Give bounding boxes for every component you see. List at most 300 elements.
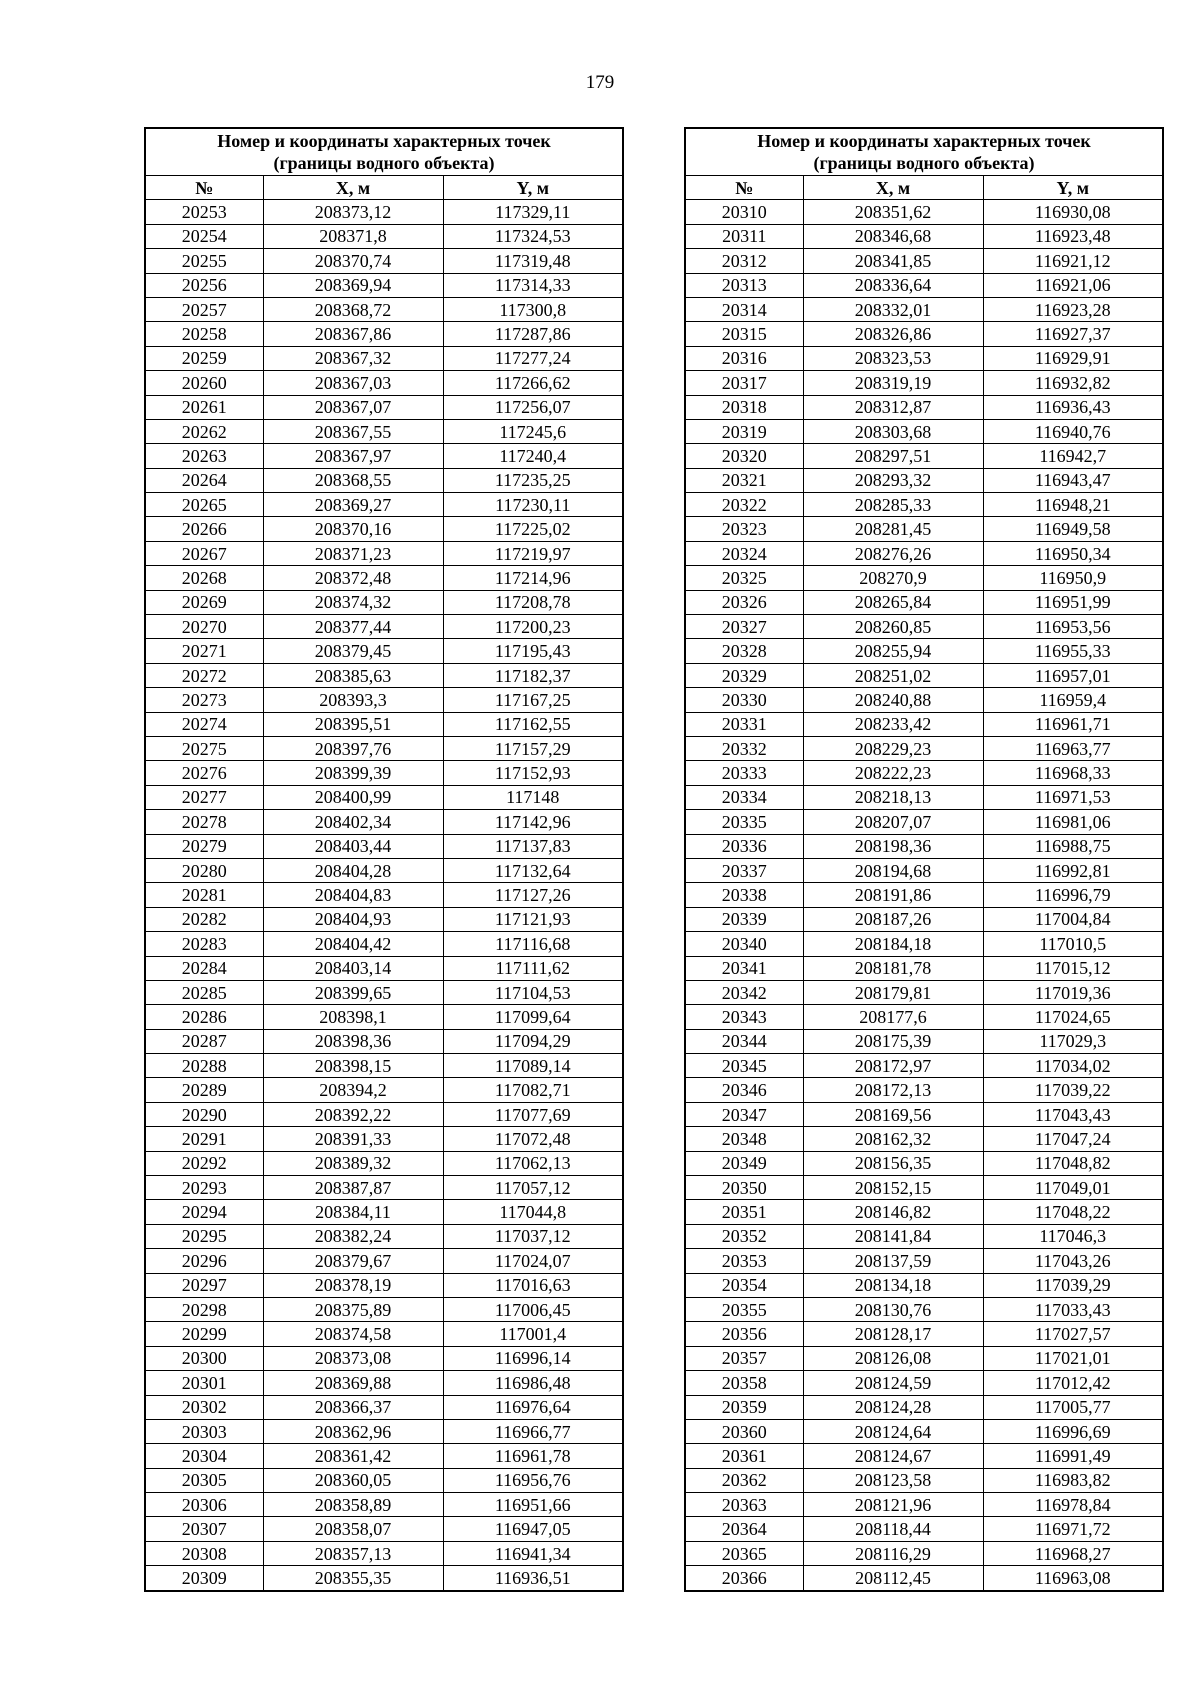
table-row [685,615,1163,639]
cell-x-coordinate: 208156,35 [803,1151,983,1175]
cell-x-coordinate: 208397,76 [263,736,443,760]
table-row [145,1566,623,1591]
cell-point-number: 20280 [145,858,263,882]
cell-y-coordinate: 117024,07 [443,1249,623,1273]
table-body [685,200,1163,1591]
cell-x-coordinate: 208336,64 [803,273,983,297]
cell-point-number: 20319 [685,419,803,443]
cell-y-coordinate: 116961,78 [443,1444,623,1468]
table-row [685,224,1163,248]
cell-point-number: 20262 [145,419,263,443]
cell-y-coordinate: 116948,21 [983,493,1163,517]
cell-y-coordinate: 116941,34 [443,1541,623,1565]
cell-x-coordinate: 208134,18 [803,1273,983,1297]
cell-point-number: 20291 [145,1127,263,1151]
cell-y-coordinate: 117037,12 [443,1224,623,1248]
cell-y-coordinate: 117006,45 [443,1297,623,1321]
table-body [145,200,623,1591]
cell-x-coordinate: 208377,44 [263,615,443,639]
cell-y-coordinate: 117005,77 [983,1395,1163,1419]
cell-point-number: 20304 [145,1444,263,1468]
cell-y-coordinate: 116963,77 [983,736,1163,760]
table-row [145,980,623,1004]
table-row [685,1493,1163,1517]
cell-point-number: 20330 [685,688,803,712]
column-header-number: № [145,176,263,200]
cell-y-coordinate: 116923,48 [983,224,1163,248]
cell-y-coordinate: 117024,65 [983,1005,1163,1029]
table-row [685,1005,1163,1029]
table-row [685,395,1163,419]
cell-y-coordinate: 116978,84 [983,1493,1163,1517]
cell-point-number: 20338 [685,883,803,907]
cell-point-number: 20256 [145,273,263,297]
cell-point-number: 20340 [685,932,803,956]
cell-x-coordinate: 208369,27 [263,493,443,517]
cell-x-coordinate: 208141,84 [803,1224,983,1248]
cell-x-coordinate: 208362,96 [263,1419,443,1443]
cell-x-coordinate: 208366,37 [263,1395,443,1419]
cell-y-coordinate: 116971,72 [983,1517,1163,1541]
cell-x-coordinate: 208404,42 [263,932,443,956]
cell-x-coordinate: 208323,53 [803,346,983,370]
cell-x-coordinate: 208312,87 [803,395,983,419]
cell-point-number: 20331 [685,712,803,736]
cell-point-number: 20301 [145,1371,263,1395]
table-row [145,541,623,565]
cell-y-coordinate: 116996,69 [983,1419,1163,1443]
cell-y-coordinate: 117043,43 [983,1102,1163,1126]
cell-y-coordinate: 117266,62 [443,371,623,395]
cell-y-coordinate: 117127,26 [443,883,623,907]
cell-y-coordinate: 117287,86 [443,322,623,346]
table-row [685,834,1163,858]
cell-x-coordinate: 208367,32 [263,346,443,370]
cell-point-number: 20282 [145,907,263,931]
cell-point-number: 20354 [685,1273,803,1297]
cell-x-coordinate: 208137,59 [803,1249,983,1273]
table-row [685,1151,1163,1175]
cell-x-coordinate: 208355,35 [263,1566,443,1591]
cell-point-number: 20316 [685,346,803,370]
table-row [145,468,623,492]
column-header-y: Y, м [983,176,1163,200]
cell-y-coordinate: 117077,69 [443,1102,623,1126]
cell-point-number: 20259 [145,346,263,370]
table-row [685,980,1163,1004]
cell-y-coordinate: 117021,01 [983,1346,1163,1370]
cell-x-coordinate: 208367,07 [263,395,443,419]
cell-x-coordinate: 208124,67 [803,1444,983,1468]
cell-y-coordinate: 117319,48 [443,249,623,273]
table-row [145,1151,623,1175]
table-row [685,1346,1163,1370]
cell-x-coordinate: 208394,2 [263,1078,443,1102]
cell-x-coordinate: 208326,86 [803,322,983,346]
table-row [145,1468,623,1492]
cell-y-coordinate: 117029,3 [983,1029,1163,1053]
cell-x-coordinate: 208351,62 [803,200,983,224]
cell-point-number: 20260 [145,371,263,395]
cell-y-coordinate: 117240,4 [443,444,623,468]
cell-y-coordinate: 117048,22 [983,1200,1163,1224]
cell-x-coordinate: 208369,94 [263,273,443,297]
table-row [685,1395,1163,1419]
cell-y-coordinate: 116951,66 [443,1493,623,1517]
cell-x-coordinate: 208378,19 [263,1273,443,1297]
cell-point-number: 20306 [145,1493,263,1517]
table-row [145,1102,623,1126]
page-number: 179 [585,72,615,93]
cell-x-coordinate: 208387,87 [263,1176,443,1200]
cell-point-number: 20341 [685,956,803,980]
cell-y-coordinate: 116927,37 [983,322,1163,346]
cell-y-coordinate: 116988,75 [983,834,1163,858]
cell-y-coordinate: 116963,08 [983,1566,1163,1591]
cell-x-coordinate: 208370,16 [263,517,443,541]
cell-x-coordinate: 208172,13 [803,1078,983,1102]
table-row [145,639,623,663]
cell-point-number: 20311 [685,224,803,248]
cell-y-coordinate: 117235,25 [443,468,623,492]
table-row [685,541,1163,565]
table-row [685,1127,1163,1151]
cell-x-coordinate: 208191,86 [803,883,983,907]
cell-x-coordinate: 208373,12 [263,200,443,224]
cell-x-coordinate: 208146,82 [803,1200,983,1224]
table-row [685,932,1163,956]
cell-x-coordinate: 208357,13 [263,1541,443,1565]
cell-y-coordinate: 116950,9 [983,566,1163,590]
cell-point-number: 20361 [685,1444,803,1468]
cell-point-number: 20279 [145,834,263,858]
cell-point-number: 20268 [145,566,263,590]
cell-point-number: 20344 [685,1029,803,1053]
table-row [145,663,623,687]
cell-point-number: 20335 [685,810,803,834]
table-row [145,1127,623,1151]
cell-y-coordinate: 116953,56 [983,615,1163,639]
cell-point-number: 20253 [145,200,263,224]
cell-y-coordinate: 117111,62 [443,956,623,980]
cell-point-number: 20357 [685,1346,803,1370]
cell-y-coordinate: 116976,64 [443,1395,623,1419]
table-row [145,1054,623,1078]
table-row [685,1444,1163,1468]
table-row [145,566,623,590]
table-row [145,493,623,517]
cell-point-number: 20273 [145,688,263,712]
column-header-y: Y, м [443,176,623,200]
cell-point-number: 20336 [685,834,803,858]
cell-y-coordinate: 117019,36 [983,980,1163,1004]
cell-point-number: 20275 [145,736,263,760]
cell-x-coordinate: 208373,08 [263,1346,443,1370]
cell-y-coordinate: 117044,8 [443,1200,623,1224]
cell-x-coordinate: 208374,32 [263,590,443,614]
table-row [145,1322,623,1346]
cell-point-number: 20308 [145,1541,263,1565]
cell-point-number: 20274 [145,712,263,736]
table-row [685,1029,1163,1053]
cell-point-number: 20318 [685,395,803,419]
table-row [145,1297,623,1321]
table-row [145,395,623,419]
cell-point-number: 20276 [145,761,263,785]
cell-y-coordinate: 116936,43 [983,395,1163,419]
cell-point-number: 20269 [145,590,263,614]
cell-x-coordinate: 208392,22 [263,1102,443,1126]
cell-x-coordinate: 208303,68 [803,419,983,443]
coordinates-table-right [684,127,1164,1592]
table-row [145,322,623,346]
cell-x-coordinate: 208251,02 [803,663,983,687]
table-row [685,810,1163,834]
cell-point-number: 20355 [685,1297,803,1321]
cell-x-coordinate: 208319,19 [803,371,983,395]
cell-x-coordinate: 208112,45 [803,1566,983,1591]
cell-point-number: 20365 [685,1541,803,1565]
cell-point-number: 20317 [685,371,803,395]
cell-y-coordinate: 116968,27 [983,1541,1163,1565]
cell-y-coordinate: 116996,79 [983,883,1163,907]
cell-point-number: 20329 [685,663,803,687]
cell-y-coordinate: 116930,08 [983,200,1163,224]
cell-x-coordinate: 208370,74 [263,249,443,273]
cell-y-coordinate: 116950,34 [983,541,1163,565]
cell-x-coordinate: 208240,88 [803,688,983,712]
cell-x-coordinate: 208276,26 [803,541,983,565]
table-row [145,200,623,224]
table-row [685,1322,1163,1346]
cell-y-coordinate: 116943,47 [983,468,1163,492]
cell-point-number: 20333 [685,761,803,785]
cell-y-coordinate: 117049,01 [983,1176,1163,1200]
cell-point-number: 20288 [145,1054,263,1078]
cell-x-coordinate: 208404,83 [263,883,443,907]
column-header-x: X, м [803,176,983,200]
cell-point-number: 20356 [685,1322,803,1346]
cell-y-coordinate: 117089,14 [443,1054,623,1078]
cell-y-coordinate: 116956,76 [443,1468,623,1492]
table-row [685,566,1163,590]
cell-y-coordinate: 117142,96 [443,810,623,834]
table-row [145,1541,623,1565]
cell-x-coordinate: 208393,3 [263,688,443,712]
cell-point-number: 20297 [145,1273,263,1297]
cell-point-number: 20363 [685,1493,803,1517]
cell-point-number: 20320 [685,444,803,468]
table-row [145,785,623,809]
table-row [145,371,623,395]
cell-point-number: 20312 [685,249,803,273]
cell-point-number: 20305 [145,1468,263,1492]
cell-y-coordinate: 116986,48 [443,1371,623,1395]
table-row [145,1224,623,1248]
cell-point-number: 20255 [145,249,263,273]
table-row [145,1444,623,1468]
cell-y-coordinate: 117082,71 [443,1078,623,1102]
table-row [685,907,1163,931]
cell-y-coordinate: 117200,23 [443,615,623,639]
cell-x-coordinate: 208128,17 [803,1322,983,1346]
cell-x-coordinate: 208346,68 [803,224,983,248]
table-row [145,1273,623,1297]
table-row [685,663,1163,687]
cell-y-coordinate: 117104,53 [443,980,623,1004]
cell-y-coordinate: 116923,28 [983,297,1163,321]
cell-point-number: 20258 [145,322,263,346]
cell-y-coordinate: 117214,96 [443,566,623,590]
table-row [685,1468,1163,1492]
cell-point-number: 20314 [685,297,803,321]
cell-x-coordinate: 208123,58 [803,1468,983,1492]
cell-point-number: 20337 [685,858,803,882]
cell-point-number: 20290 [145,1102,263,1126]
table-row [145,1005,623,1029]
cell-y-coordinate: 117043,26 [983,1249,1163,1273]
cell-x-coordinate: 208332,01 [803,297,983,321]
cell-y-coordinate: 117256,07 [443,395,623,419]
cell-x-coordinate: 208368,72 [263,297,443,321]
table-row [685,1371,1163,1395]
cell-x-coordinate: 208152,15 [803,1176,983,1200]
table-row [145,1346,623,1370]
cell-y-coordinate: 116929,91 [983,346,1163,370]
cell-x-coordinate: 208255,94 [803,639,983,663]
table-row [145,1517,623,1541]
cell-y-coordinate: 116921,06 [983,273,1163,297]
cell-point-number: 20285 [145,980,263,1004]
cell-point-number: 20265 [145,493,263,517]
column-header-number: № [685,176,803,200]
table-row [685,493,1163,517]
table-row [685,297,1163,321]
table-row [685,858,1163,882]
table-row [145,1371,623,1395]
cell-point-number: 20278 [145,810,263,834]
cell-point-number: 20284 [145,956,263,980]
table-row [685,761,1163,785]
cell-x-coordinate: 208281,45 [803,517,983,541]
cell-x-coordinate: 208187,26 [803,907,983,931]
cell-point-number: 20271 [145,639,263,663]
cell-y-coordinate: 116983,82 [983,1468,1163,1492]
table-row [685,1566,1163,1591]
table-row [685,590,1163,614]
cell-point-number: 20300 [145,1346,263,1370]
table-row [145,1029,623,1053]
cell-x-coordinate: 208121,96 [803,1493,983,1517]
cell-point-number: 20328 [685,639,803,663]
cell-x-coordinate: 208403,44 [263,834,443,858]
cell-y-coordinate: 116961,71 [983,712,1163,736]
cell-y-coordinate: 117116,68 [443,932,623,956]
cell-point-number: 20315 [685,322,803,346]
cell-y-coordinate: 117004,84 [983,907,1163,931]
cell-x-coordinate: 208184,18 [803,932,983,956]
cell-x-coordinate: 208367,55 [263,419,443,443]
cell-y-coordinate: 117001,4 [443,1322,623,1346]
table-row [685,444,1163,468]
cell-y-coordinate: 117094,29 [443,1029,623,1053]
cell-y-coordinate: 117099,64 [443,1005,623,1029]
cell-x-coordinate: 208404,93 [263,907,443,931]
table-row [145,346,623,370]
cell-y-coordinate: 117148 [443,785,623,809]
cell-point-number: 20313 [685,273,803,297]
cell-y-coordinate: 117012,42 [983,1371,1163,1395]
table-caption-line2: (границы водного объекта) [813,153,1035,173]
cell-y-coordinate: 117152,93 [443,761,623,785]
cell-y-coordinate: 116949,58 [983,517,1163,541]
cell-x-coordinate: 208379,45 [263,639,443,663]
cell-x-coordinate: 208372,48 [263,566,443,590]
cell-point-number: 20359 [685,1395,803,1419]
cell-x-coordinate: 208358,89 [263,1493,443,1517]
cell-x-coordinate: 208398,1 [263,1005,443,1029]
cell-x-coordinate: 208130,76 [803,1297,983,1321]
table-row [685,1054,1163,1078]
cell-point-number: 20366 [685,1566,803,1591]
table-row [685,371,1163,395]
cell-x-coordinate: 208175,39 [803,1029,983,1053]
cell-point-number: 20257 [145,297,263,321]
cell-y-coordinate: 117314,33 [443,273,623,297]
cell-y-coordinate: 116966,77 [443,1419,623,1443]
cell-x-coordinate: 208402,34 [263,810,443,834]
cell-y-coordinate: 117034,02 [983,1054,1163,1078]
cell-x-coordinate: 208218,13 [803,785,983,809]
table-row [145,444,623,468]
cell-x-coordinate: 208207,07 [803,810,983,834]
table-row [145,1078,623,1102]
cell-x-coordinate: 208265,84 [803,590,983,614]
table-row [145,956,623,980]
cell-x-coordinate: 208293,32 [803,468,983,492]
cell-y-coordinate: 116936,51 [443,1566,623,1591]
cell-x-coordinate: 208374,58 [263,1322,443,1346]
table-row [685,273,1163,297]
table-row [145,907,623,931]
cell-x-coordinate: 208169,56 [803,1102,983,1126]
cell-point-number: 20281 [145,883,263,907]
cell-y-coordinate: 116932,82 [983,371,1163,395]
cell-point-number: 20292 [145,1151,263,1175]
table-caption [145,128,623,176]
cell-y-coordinate: 117230,11 [443,493,623,517]
table-row [145,1176,623,1200]
cell-y-coordinate: 117132,64 [443,858,623,882]
table-row [685,883,1163,907]
table-row [145,858,623,882]
cell-y-coordinate: 116959,4 [983,688,1163,712]
cell-point-number: 20348 [685,1127,803,1151]
cell-x-coordinate: 208384,11 [263,1200,443,1224]
table-row [685,1273,1163,1297]
coordinates-table-left [144,127,624,1592]
table-row [685,736,1163,760]
cell-x-coordinate: 208367,03 [263,371,443,395]
cell-y-coordinate: 117027,57 [983,1322,1163,1346]
table-row [685,200,1163,224]
cell-point-number: 20326 [685,590,803,614]
table-row [145,736,623,760]
cell-point-number: 20353 [685,1249,803,1273]
cell-x-coordinate: 208375,89 [263,1297,443,1321]
table-row [685,249,1163,273]
cell-y-coordinate: 116968,33 [983,761,1163,785]
